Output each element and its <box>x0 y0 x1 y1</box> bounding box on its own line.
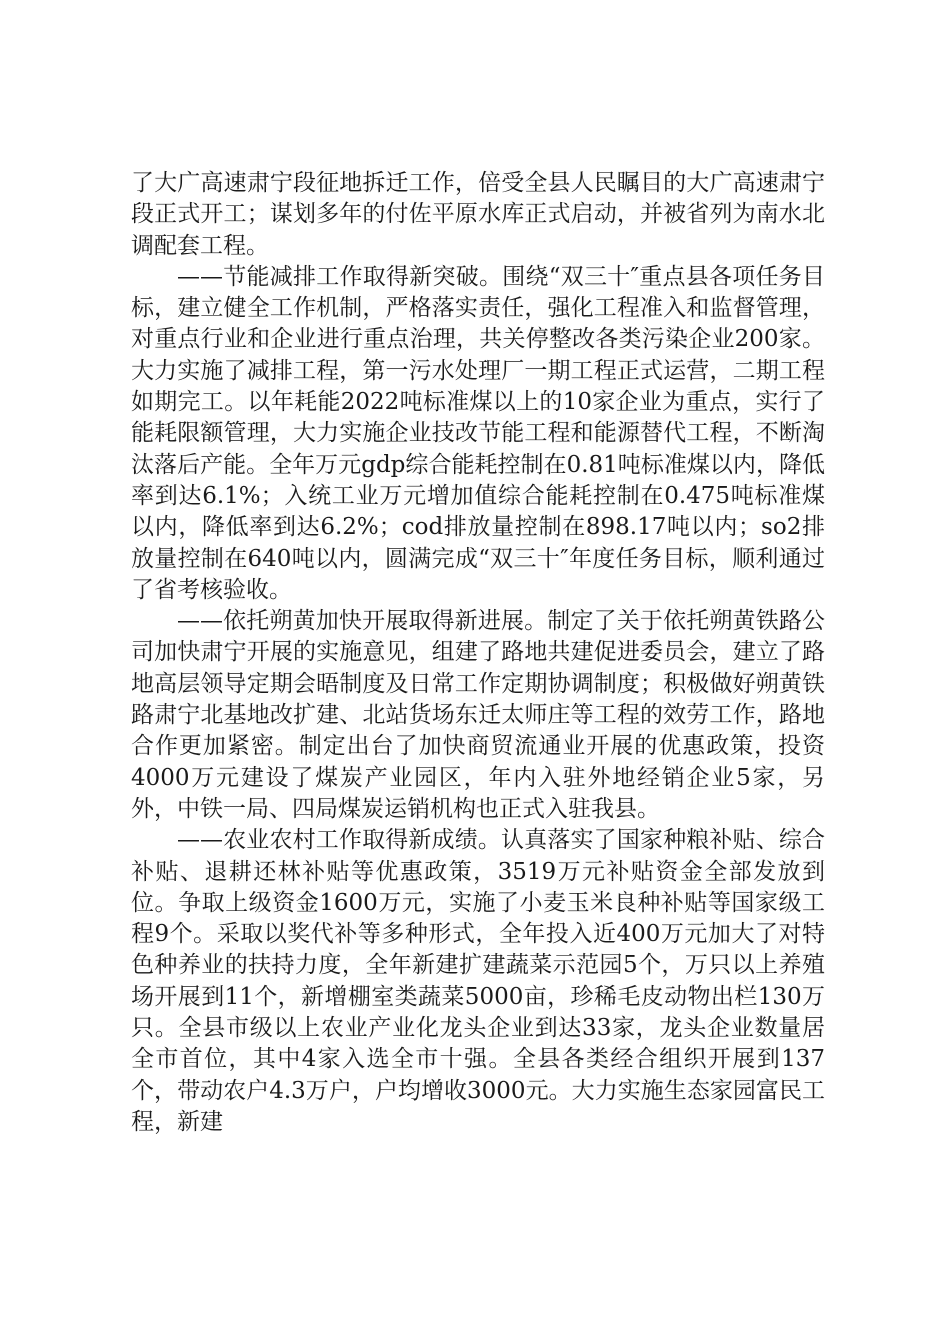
paragraph-energy-saving: ——节能减排工作取得新突破。围绕“双三十″重点县各项任务目标，建立健全工作机制，严格落实责任，强化工程准入和监督管理，对重点行业和企业进行重点治理，共关停整改各类污染企业200家。大力实施了减排工程，第一污水处理厂一期工程正式运营，二期工程如期完工。以年耗能2022吨标准煤以上的10家企业为重点，实行了能耗限额管理，大力实施企业技改节能工程和能源替代工程，不断淘汰落后产能。全年万元gdp综合能耗控制在0.81吨标准煤以内，降低率到达6.1%；入统工业万元增加值综合能耗控制在0.475吨标准煤以内，降低率到达6.2%；cod排放量控制在898.17吨以内；so2排放量控制在640吨以内，圆满完成“双三十″年度任务目标，顺利通过了省考核验收。 <box>131 263 825 603</box>
paragraph-agriculture: ——农业农村工作取得新成绩。认真落实了国家种粮补贴、综合补贴、退耕还林补贴等优惠政策，3519万元补贴资金全部发放到位。争取上级资金1600万元，实施了小麦玉米良种补贴等国家级工程9个。采取以奖代补等多种形式，全年投入近400万元加大了对特色种养业的扶持力度，全年新建扩建蔬菜示范园5个，万只以上养殖场开展到11个，新增棚室类蔬菜5000亩，珍稀毛皮动物出栏130万只。全县市级以上农业产业化龙头企业到达33家，龙头企业数量居全市首位，其中4家入选全市十强。全县各类经合组织开展到137个，带动农户4.3万户，户均增收3000元。大力实施生态家园富民工程，新建 <box>131 827 825 1135</box>
paragraph-shuohuang-railway: ——依托朔黄加快开展取得新进展。制定了关于依托朔黄铁路公司加快肃宁开展的实施意见，组建了路地共建促进委员会，建立了路地高层领导定期会晤制度及日常工作定期协调制度；积极做好朔黄铁路肃宁北基地改扩建、北站货场东迁太师庄等工程的效劳工作，路地合作更加紧密。制定出台了加快商贸流通业开展的优惠政策，投资4000万元建设了煤炭产业园区，年内入驻外地经销企业5家，另外，中铁一局、四局煤炭运销机构也正式入驻我县。 <box>131 608 825 822</box>
paragraph-continuation: 了大广高速肃宁段征地拆迁工作，倍受全县人民瞩目的大广高速肃宁段正式开工；谋划多年的付佐平原水库正式启动，并被省列为南水北调配套工程。 <box>131 170 825 259</box>
document-body <box>131 168 825 1138</box>
